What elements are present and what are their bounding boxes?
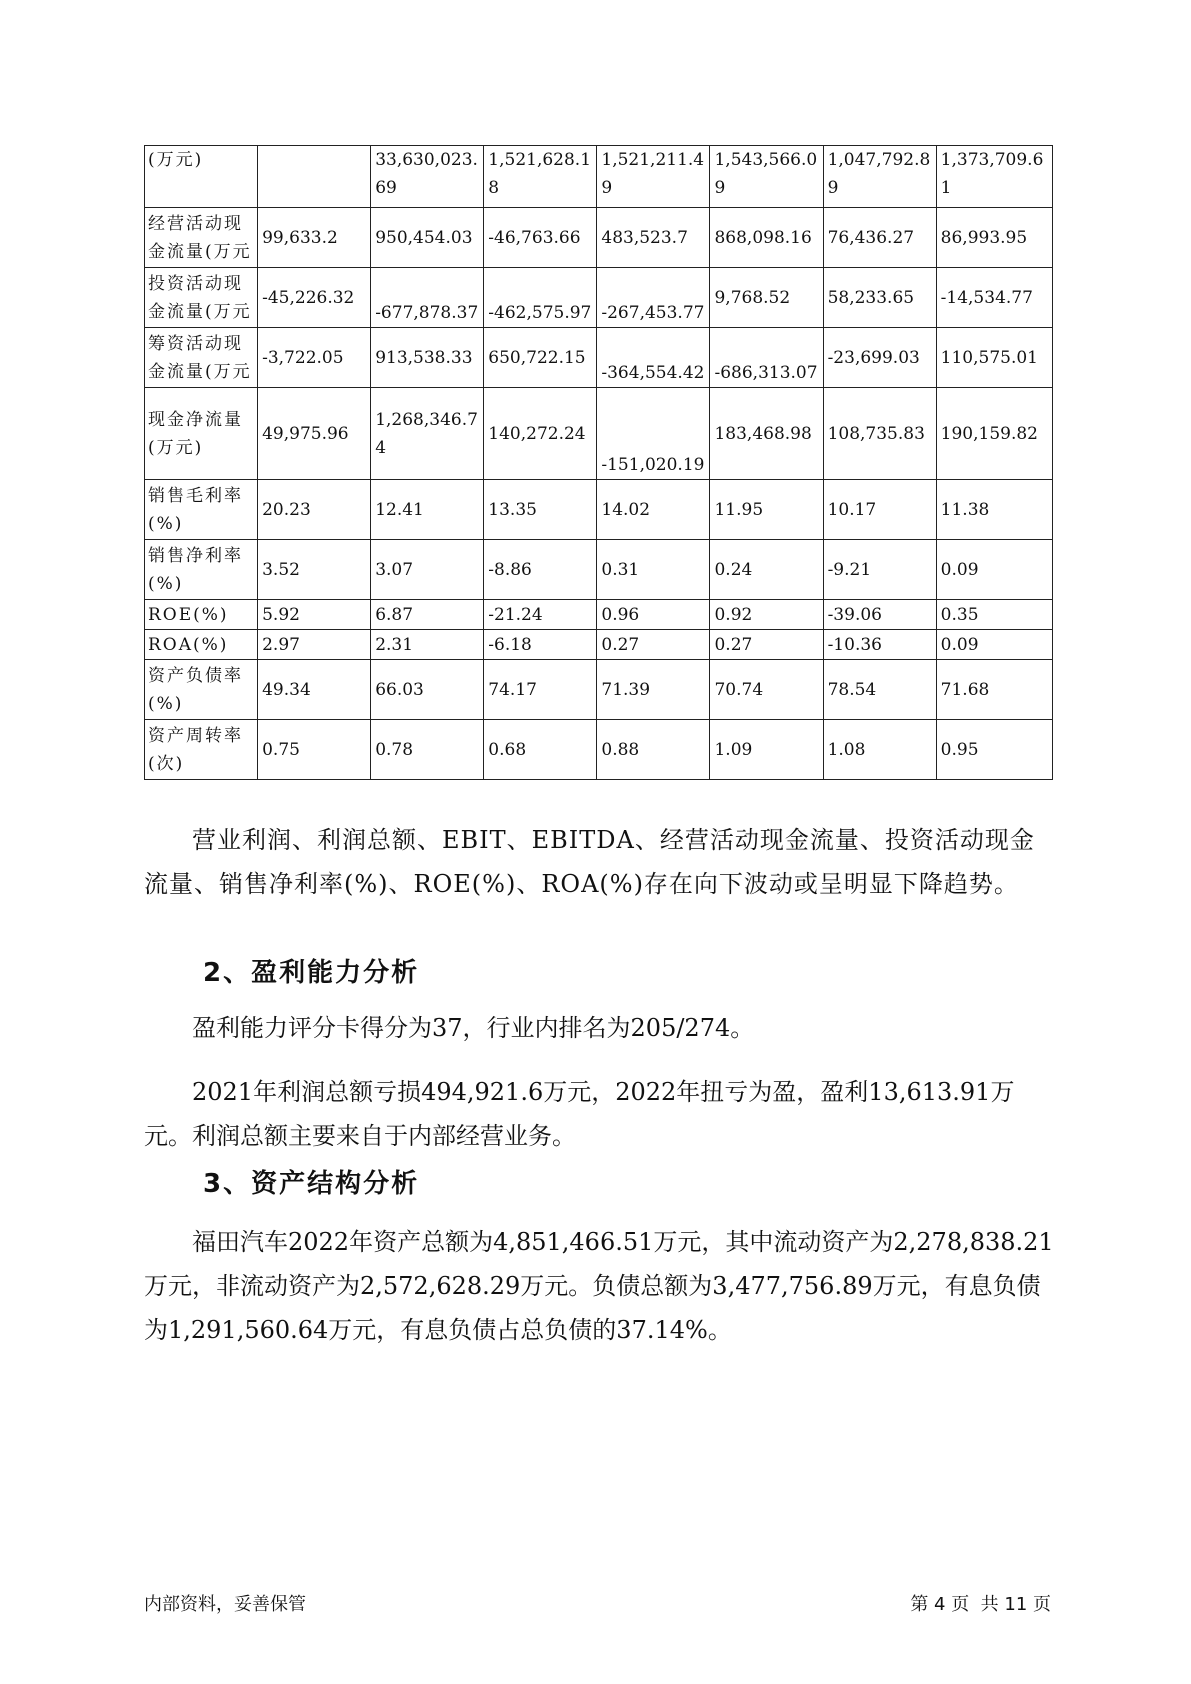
table-row xyxy=(145,630,1053,660)
row-label: 销售净利率(%) xyxy=(145,540,258,600)
row-label: 现金净流量(万元) xyxy=(145,388,258,480)
section-heading-asset-structure: 3、资产结构分析 xyxy=(203,1169,420,1199)
table-row xyxy=(145,146,1053,208)
table-cell: 5.92 xyxy=(258,600,371,630)
table-cell: 483,523.7 xyxy=(597,208,710,268)
table-cell: 0.27 xyxy=(710,630,823,660)
table-row xyxy=(145,328,1053,388)
table-row xyxy=(145,600,1053,630)
table-cell: 0.35 xyxy=(936,600,1052,630)
row-label: 资产负债率(%) xyxy=(145,660,258,720)
table-cell: 140,272.24 xyxy=(484,388,597,480)
table-cell: 1,047,792.89 xyxy=(823,146,936,208)
financial-indicators-table xyxy=(144,145,1053,780)
table-cell xyxy=(258,146,371,208)
table-cell: 66.03 xyxy=(371,660,484,720)
table-cell: 0.92 xyxy=(710,600,823,630)
table-cell: -21.24 xyxy=(484,600,597,630)
table-cell: 86,993.95 xyxy=(936,208,1052,268)
table-cell: -151,020.19 xyxy=(597,388,710,480)
table-cell: 1,373,709.61 xyxy=(936,146,1052,208)
table-cell: 868,098.16 xyxy=(710,208,823,268)
table-cell: 12.41 xyxy=(371,480,484,540)
table-cell: -6.18 xyxy=(484,630,597,660)
table-cell: 0.24 xyxy=(710,540,823,600)
trend-paragraph: 营业利润、利润总额、EBIT、EBITDA、经营活动现金流量、投资活动现金流量、销售净利率(%)、ROE(%)、ROA(%)存在向下波动或呈明显下降趋势。 xyxy=(144,826,1035,898)
table-row xyxy=(145,388,1053,480)
table-row xyxy=(145,660,1053,720)
table-cell: 70.74 xyxy=(710,660,823,720)
table-cell: 0.68 xyxy=(484,720,597,780)
table-cell: 76,436.27 xyxy=(823,208,936,268)
table-cell: 108,735.83 xyxy=(823,388,936,480)
table-cell: 0.95 xyxy=(936,720,1052,780)
table-cell: 0.31 xyxy=(597,540,710,600)
table-row xyxy=(145,720,1053,780)
table-cell: -45,226.32 xyxy=(258,268,371,328)
table-cell: -9.21 xyxy=(823,540,936,600)
table-cell: 14.02 xyxy=(597,480,710,540)
table-cell: 58,233.65 xyxy=(823,268,936,328)
table-cell: -3,722.05 xyxy=(258,328,371,388)
table-cell: 1.08 xyxy=(823,720,936,780)
table-cell: -462,575.97 xyxy=(484,268,597,328)
row-label: 投资活动现金流量(万元 xyxy=(145,268,258,328)
profitability-score-paragraph: 盈利能力评分卡得分为37，行业内排名为205/274。 xyxy=(192,1014,755,1042)
table-cell: 0.75 xyxy=(258,720,371,780)
table-cell: -10.36 xyxy=(823,630,936,660)
table-cell: 110,575.01 xyxy=(936,328,1052,388)
table-cell: 99,633.2 xyxy=(258,208,371,268)
table-cell: 6.87 xyxy=(371,600,484,630)
table-cell: 71.39 xyxy=(597,660,710,720)
table-cell: 33,630,023.69 xyxy=(371,146,484,208)
table-cell: 49,975.96 xyxy=(258,388,371,480)
table-cell: 11.95 xyxy=(710,480,823,540)
footer-page-number: 第 4 页 共 11 页 xyxy=(910,1594,1051,1615)
row-label: (万元) xyxy=(145,146,258,208)
table-cell: 650,722.15 xyxy=(484,328,597,388)
section-heading-profitability: 2、盈利能力分析 xyxy=(203,958,420,988)
row-label: 经营活动现金流量(万元 xyxy=(145,208,258,268)
table-cell: -46,763.66 xyxy=(484,208,597,268)
table-cell: 190,159.82 xyxy=(936,388,1052,480)
table-cell: 913,538.33 xyxy=(371,328,484,388)
table-cell: 950,454.03 xyxy=(371,208,484,268)
table-cell: 1,268,346.74 xyxy=(371,388,484,480)
table-cell: 1,521,628.18 xyxy=(484,146,597,208)
table-cell: 3.07 xyxy=(371,540,484,600)
table-cell: 2.97 xyxy=(258,630,371,660)
footer-confidential-note: 内部资料，妥善保管 xyxy=(144,1594,306,1615)
table-cell: -686,313.07 xyxy=(710,328,823,388)
table-cell: 11.38 xyxy=(936,480,1052,540)
profit-paragraph: 2021年利润总额亏损494,921.6万元，2022年扭亏为盈，盈利13,613.91万元。利润总额主要来自于内部经营业务。 xyxy=(144,1078,1015,1150)
table-cell: -364,554.42 xyxy=(597,328,710,388)
table-cell: -677,878.37 xyxy=(371,268,484,328)
table-cell: 183,468.98 xyxy=(710,388,823,480)
row-label: 销售毛利率(%) xyxy=(145,480,258,540)
table-row xyxy=(145,480,1053,540)
row-label: 筹资活动现金流量(万元 xyxy=(145,328,258,388)
table-row xyxy=(145,268,1053,328)
table-cell: 10.17 xyxy=(823,480,936,540)
table-cell: 20.23 xyxy=(258,480,371,540)
table-cell: -14,534.77 xyxy=(936,268,1052,328)
table-cell: 3.52 xyxy=(258,540,371,600)
row-label: ROA(%) xyxy=(145,630,258,660)
table-cell: 0.09 xyxy=(936,630,1052,660)
table-row xyxy=(145,540,1053,600)
table-cell: 49.34 xyxy=(258,660,371,720)
table-cell: 0.27 xyxy=(597,630,710,660)
table-cell: 9,768.52 xyxy=(710,268,823,328)
table-cell: 71.68 xyxy=(936,660,1052,720)
asset-structure-paragraph: 福田汽车2022年资产总额为4,851,466.51万元，其中流动资产为2,278,838.21万元，非流动资产为2,572,628.29万元。负债总额为3,477,756.89万元，有息负债为1,291,560.64万元，有息负债占总负债的37.14%。 xyxy=(144,1228,1054,1344)
table-cell: -23,699.03 xyxy=(823,328,936,388)
table-cell: 78.54 xyxy=(823,660,936,720)
table-cell: 0.09 xyxy=(936,540,1052,600)
table-cell: 1,521,211.49 xyxy=(597,146,710,208)
table-cell: 0.96 xyxy=(597,600,710,630)
table-row xyxy=(145,208,1053,268)
row-label: ROE(%) xyxy=(145,600,258,630)
table-cell: -8.86 xyxy=(484,540,597,600)
row-label: 资产周转率(次) xyxy=(145,720,258,780)
table-cell: 1,543,566.09 xyxy=(710,146,823,208)
table-cell: 0.88 xyxy=(597,720,710,780)
table-cell: 74.17 xyxy=(484,660,597,720)
table-cell: -39.06 xyxy=(823,600,936,630)
table-cell: 13.35 xyxy=(484,480,597,540)
table-cell: -267,453.77 xyxy=(597,268,710,328)
table-cell: 1.09 xyxy=(710,720,823,780)
table-cell: 2.31 xyxy=(371,630,484,660)
table-cell: 0.78 xyxy=(371,720,484,780)
